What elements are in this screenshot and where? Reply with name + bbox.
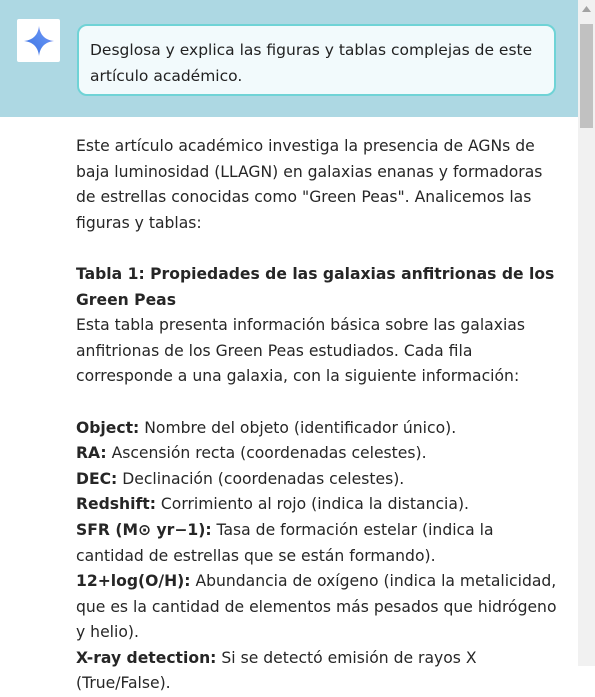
prompt-bubble — [77, 24, 556, 96]
table1-description: Esta tabla presenta información básica sobre las galaxias anfitrionas de los Green Peas estudiados. Cada fila corresponde a una galaxia, con la siguiente información: — [76, 316, 525, 386]
property-item — [76, 416, 564, 442]
property-term: RA: — [76, 444, 107, 463]
property-description: Tasa de formación estelar (indica la cantidad de estrellas que se están formando). — [76, 520, 494, 565]
property-item — [76, 518, 564, 569]
property-term: Object: — [76, 418, 140, 437]
property-list — [76, 416, 564, 697]
property-item — [76, 492, 564, 518]
property-description: Si se detectó emisión de rayos X (True/False). — [76, 648, 477, 693]
chevron-up-icon — [582, 6, 591, 12]
scrollbar[interactable] — [578, 0, 595, 666]
property-term: Redshift: — [76, 495, 156, 514]
property-term: SFR (M⊙ yr−1): — [76, 520, 212, 539]
property-description: Ascensión recta (coordenadas celestes). — [106, 444, 427, 463]
property-description: Abundancia de oxígeno (indica la metalicidad, que es la cantidad de elementos más pesados que hidrógeno y helio). — [76, 572, 557, 642]
property-description: Nombre del objeto (identificador único). — [139, 418, 457, 437]
property-description: Declinación (coordenadas celestes). — [117, 469, 405, 488]
property-item — [76, 467, 564, 493]
property-term: X-ray detection: — [76, 648, 217, 667]
gemini-sparkle-icon — [23, 25, 55, 57]
scroll-up-button[interactable] — [578, 0, 595, 17]
property-item — [76, 441, 564, 467]
property-term: 12+log(O/H): — [76, 572, 191, 591]
property-description: Corrimiento al rojo (indica la distancia). — [155, 495, 469, 514]
avatar — [17, 19, 60, 62]
response-content — [76, 134, 564, 697]
property-item — [76, 569, 564, 646]
response-intro: Este artículo académico investiga la presencia de AGNs de baja luminosidad (LLAGN) en galaxias enanas y formadoras de estrellas conocidas como "Green Peas". Analicemos las figuras y tablas: — [76, 137, 543, 232]
property-item — [76, 646, 564, 697]
property-term: DEC: — [76, 469, 118, 488]
table1-heading: Tabla 1: Propiedades de las galaxias anfitrionas de los Green Peas — [76, 264, 555, 309]
prompt-text: Desglosa y explica las figuras y tablas complejas de este artículo académico. — [90, 41, 533, 85]
prompt-panel — [0, 0, 578, 117]
scroll-thumb[interactable] — [580, 24, 593, 128]
